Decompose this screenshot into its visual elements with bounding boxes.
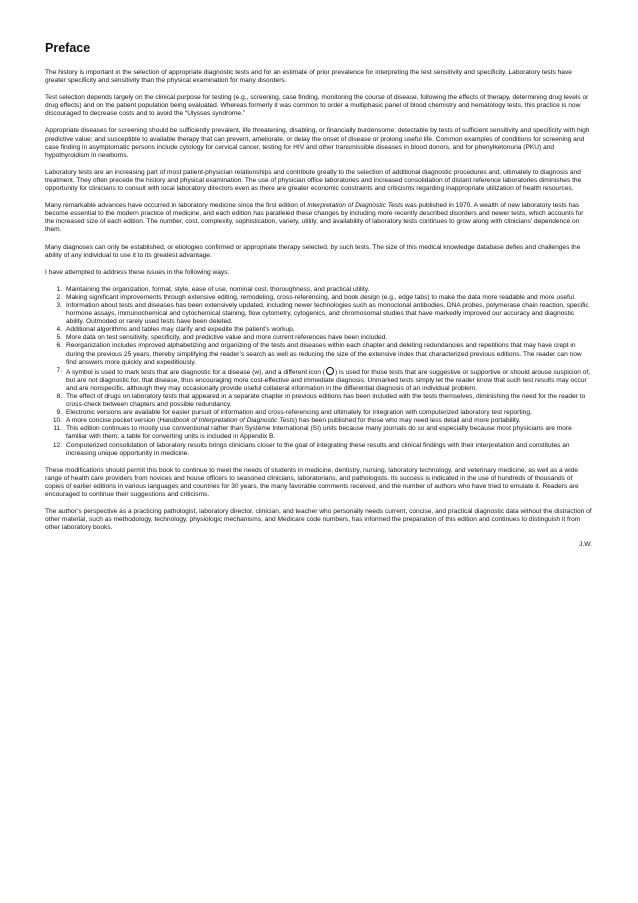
paragraph-test-selection: Test selection depends largely on the clinical purpose for testing (e.g., screening, case finding, monitoring the course of disease, following the effects of therapy, determining drug levels or drug effects) and on the patient population being evaluated. Whereas formerly it was common to order a multiphasic panel of blood chemistry and hematology tests, this practice is now discouraged to decrease costs and to avoid the “Ulysses syndrome.” [45, 94, 589, 118]
list-text: The effect of drugs on laboratory tests that appeared in a separate chapter in previous editions has been included with the tests themselves, diminishing the need for the reader to cross-check between chapters and possible redundancy. [66, 393, 586, 409]
list-text-a: A symbol is used to mark tests that are diagnostic for a disease (w), and a different icon ( [66, 368, 325, 376]
paragraph-advances [45, 202, 592, 234]
list-text-b: ) has been published for those who may need less detail and more portability. [294, 417, 521, 425]
list-item [45, 425, 592, 441]
list-number: 2. [56, 293, 62, 301]
list-number: 10. [52, 417, 62, 425]
list-text: Electronic versions are available for easier pursuit of information and cross-referencing and ultimately for integration with computerized laboratory test reporting. [66, 409, 532, 417]
list-number: 4. [56, 326, 62, 334]
list-text: Information about tests and diseases has been extensively updated, including newer technologies such as monoclonal antibodies, DNA probes, polymerase chain reaction, specific hormone assays, immunochemical and cytochemical staining, flow cytometry, cytogenics, and chromosomal studies that have markedly improved our accuracy and diagnostic ability. Outmoded or rarely used tests have been deleted. [66, 301, 589, 326]
paragraph-intro-list: I have attempted to address these issues in the following ways: [45, 268, 230, 276]
list-text-a: A more concise pocket version ( [66, 417, 160, 425]
list-number: 3. [56, 301, 62, 309]
list-number: 9. [56, 409, 62, 417]
book-title: Interpretation of Diagnostic Tests [307, 202, 404, 210]
list-number: 6. [56, 342, 62, 350]
list-number: 5. [56, 334, 62, 342]
list-text: More data on test sensitivity, specificity, and predictive value and more current references have been included. [66, 334, 388, 342]
list-text: Making significant improvements through extensive editing, remodeling, cross-referencing, and book design (e.g., edge tabs) to make the data more readable and more useful. [66, 293, 576, 301]
list-number: 12. [52, 441, 62, 449]
paragraph-screening: Appropriate diseases for screening should be sufficiently prevalent, life threatening, disabling, or financially burdensome; detectable by tests of sufficient sensitivity and specificity with high predictive value; and susceptible to available therapy that can prevent, ameliorate, or delay the onset of disease or prolong useful life. Common examples of conditions for screening and case finding in asymptomatic persons include cytology for cervical cancer, testing for HIV and other transmissible diseases in blood donors, and for phenylketonuria (PKU) and hypothyroidism in newborns. [45, 127, 590, 159]
list-item [45, 393, 592, 409]
list-item [45, 326, 592, 334]
paragraph-perspective: The author’s perspective as a practicing pathologist, laboratory director, clinician, and teacher who personally needs current, concise, and practical diagnostic data without the distraction of other material, such as methodology, technology, physiologic mechanisms, and Medicare code numbers, has informed the preparation of this edition and continues to distinguish it from other laboratory books. [45, 508, 592, 532]
list-number: 1. [56, 285, 62, 293]
signature: J.W. [579, 541, 592, 549]
list-text: Additional algorithms and tables may clarify and expedite the patient’s workup. [66, 326, 295, 334]
circle-icon [326, 367, 334, 375]
list-item [45, 286, 592, 294]
list-text [66, 367, 592, 393]
paragraph-modifications: These modifications should permit this book to continue to meet the needs of students in medicine, dentistry, nursing, laboratory technology, and veterinary medicine, as well as a wide range of health care providers from novices and house officers to seasoned clinicians, laboratorians, and pathologists. Its success is indicated in the use of hundreds of thousands of copies of earlier editions in various languages and countries for 30 years, the many favorable comments received, and the number of authors who have tried to emulate it. Readers are encouraged to continue their suggestions and criticisms. [45, 466, 579, 499]
paragraph-diagnoses: Many diagnoses can only be established, or etiologies confirmed or appropriate therapy selected, by such tests. The size of this medical knowledge database defies and challenges the ability of any individual to use it to its greatest advantage. [45, 243, 581, 259]
list-number: 7. [56, 366, 62, 374]
paragraph-laboratory-tests: Laboratory tests are an increasing part of most patient-physician relationships and contribute greatly to the selection of additional diagnostic procedures and, ultimately to diagnosis and treatment. They often precede the history and physical examination. The use of physician office laboratories and increased consolidation of distant reference laboratories diminishes the opportunity for clinicians to consult with local laboratory directors even as there are greater economic constraints and criticisms regarding inappropriate utilization of health resources. [45, 168, 582, 193]
list-text: Computerized consolidation of laboratory results brings clinicians closer to the goal of integrating these results and clinical findings with their interpretation and constitutes an increasing unique opportunity in medicine. [66, 441, 570, 457]
list-item [45, 367, 592, 393]
list-item [45, 409, 592, 417]
list-item [45, 342, 592, 366]
list-text: This edition continues to mostly use conventional rather than Système International (SI) units because many journals do so and especially because most physicians are more familiar with them; a table for converting units is included in Appendix B. [66, 425, 572, 441]
list-item [45, 334, 592, 342]
paragraph-history: The history is important in the selection of appropriate diagnostic tests and for an estimate of prior prevalence for interpreting the test sensitivity and specificity. Laboratory tests have greater specificity and sensitivity than the physical examination for many disorders. [45, 69, 572, 85]
list-item [45, 302, 592, 326]
list-text [66, 417, 592, 425]
paragraph-advances-text-b: was published in 1970. A wealth of new laboratory tests has become essential to the modern practice of medicine, and each edition has paralleled these changes by including more recently described disorders and newer tests, which accounts for the increased size of each edition. The number, cost, complexity, sophistication, variety, utility, and availability of laboratory tests continues to grow along with clinicians’ dependence on them. [45, 202, 584, 234]
list-item [45, 442, 592, 458]
modifications-list [45, 286, 592, 458]
list-item [45, 294, 592, 302]
list-text: Maintaining the organization, format, style, ease of use, nominal cost, thoroughness, and practical utility. [66, 285, 370, 293]
list-number: 11. [53, 425, 62, 433]
list-text-b: ) is used for those tests that are suggestive or supportive or should arouse suspicion of, but are not diagnostic for, that disease, thus encouraging more cost-effective and immediate diagnosis. Unmarked tests simply let the reader know that such test results may occur and are nonspecific, although they may occasionally provide useful collateral information in the differential diagnosis of an individual problem. [66, 368, 591, 392]
list-item [45, 417, 592, 425]
page-title: Preface [45, 41, 91, 55]
list-number: 8. [56, 393, 62, 400]
handbook-title: Handbook of Interpretation of Diagnostic Tests [159, 417, 295, 425]
list-text: Reorganization includes improved alphabetizing and organizing of the tests and diseases within each chapter and deleting redundancies and repetitions that may have crept in during the previous 25 years, thereby simplifying the reader’s search as well as reducing the size of the extensive index that characterized previous editions. The reader can now find answers more quickly and expeditiously. [66, 342, 582, 366]
paragraph-advances-text-a: Many remarkable advances have occurred in laboratory medicine since the first edition of [45, 202, 308, 210]
